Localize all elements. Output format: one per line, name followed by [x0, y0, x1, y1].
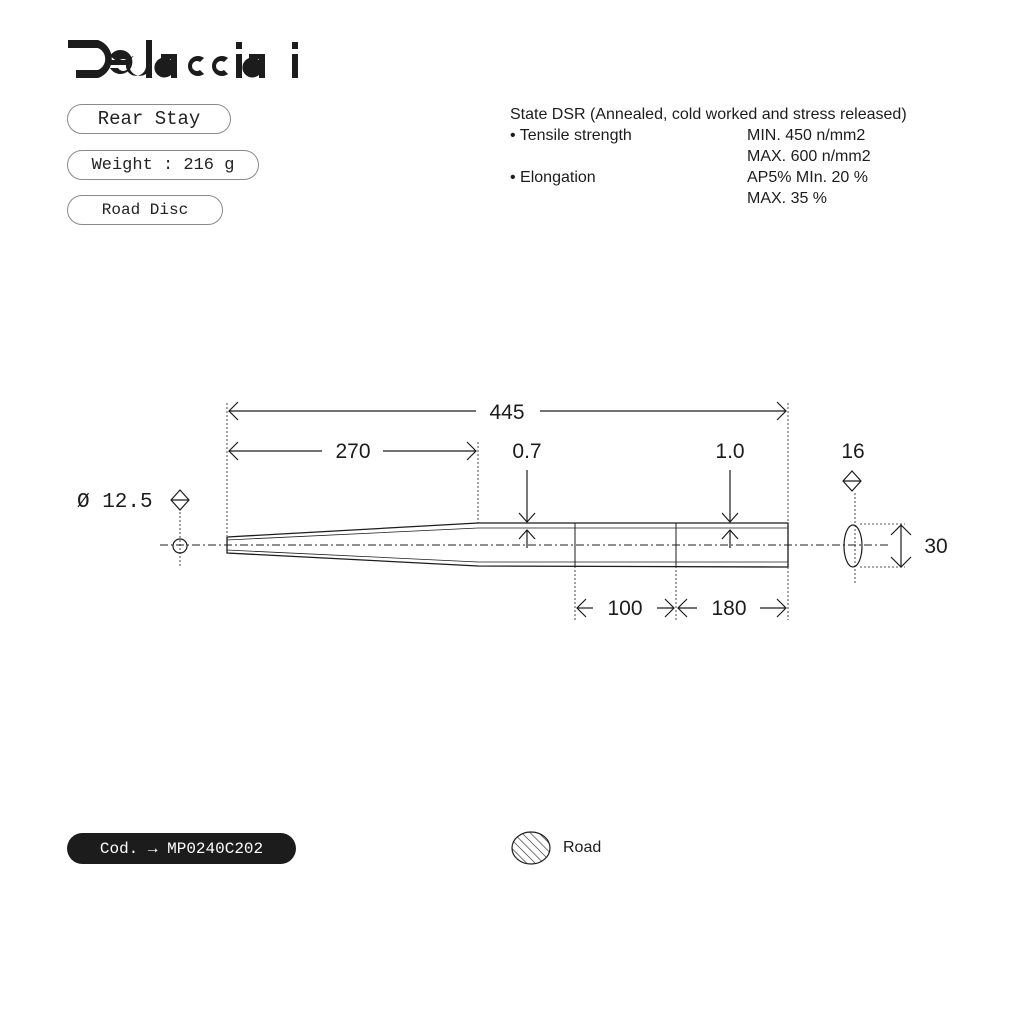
arrow-right-icon: → [147, 839, 158, 858]
spec-label: • Tensile strength [510, 127, 632, 144]
spec-value: MAX. 600 n/mm2 [747, 148, 871, 165]
dim-270-label: 270 [335, 440, 371, 463]
dim-16-label: 16 [841, 440, 865, 463]
dim-180-label: 180 [711, 597, 747, 620]
state-line: State DSR (Annealed, cold worked and stress released) [510, 106, 907, 123]
hatched-oval-icon [511, 831, 551, 865]
product-code-badge [67, 833, 296, 864]
spec-value: AP5% MIn. 20 % [747, 169, 868, 186]
spec-value: MAX. 35 % [747, 190, 828, 207]
code-value: MP0240C202 [167, 839, 264, 858]
dim-tip-diameter-label: Ø 12.5 [77, 491, 153, 514]
dim-100-label: 100 [607, 597, 643, 620]
dim-07-label: 0.7 [512, 440, 542, 463]
dim-445-label: 445 [489, 401, 525, 424]
oval-section [844, 525, 862, 567]
dim-10-label: 1.0 [715, 440, 745, 463]
legend-label: Road [563, 839, 602, 856]
dim-30-label: 30 [924, 535, 948, 558]
code-label: Cod. [99, 839, 139, 858]
legend-road [511, 831, 601, 865]
spec-label: • Elongation [510, 169, 596, 186]
weight-tag: Weight : 216 g [67, 150, 259, 180]
category-tag: Road Disc [67, 195, 223, 225]
spec-value: MIN. 450 n/mm2 [747, 127, 866, 144]
part-name-tag: Rear Stay [67, 104, 231, 134]
